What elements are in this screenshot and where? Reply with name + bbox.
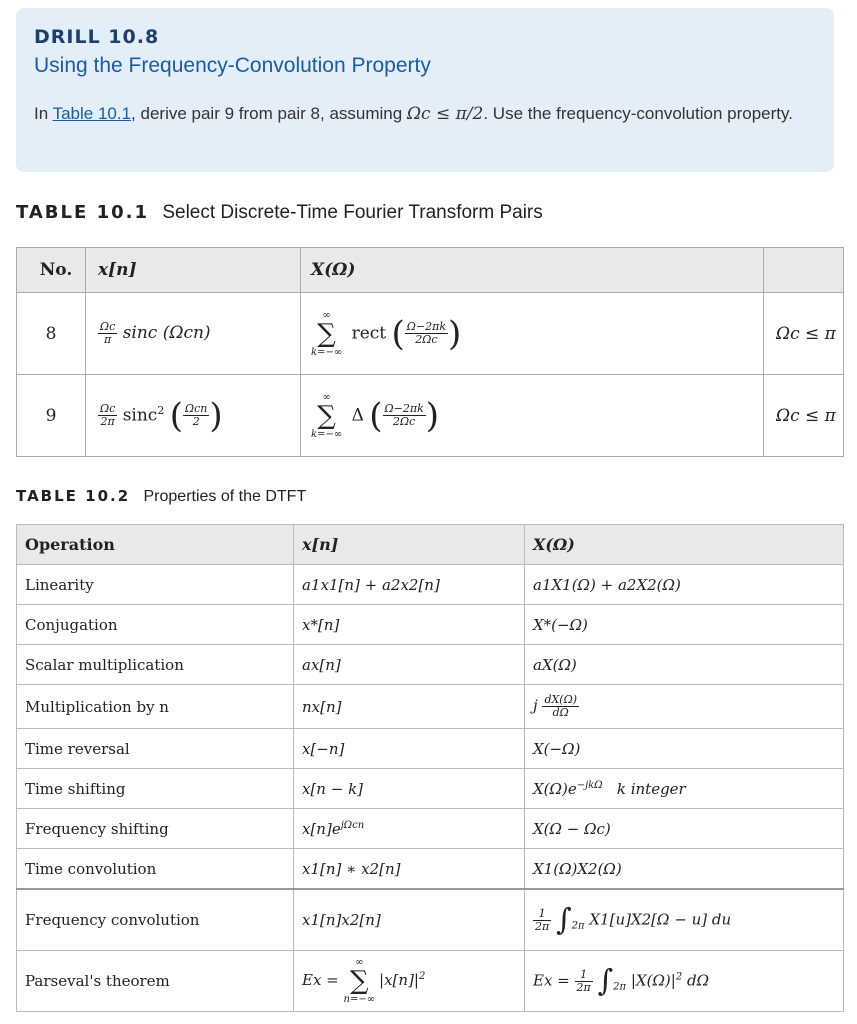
x-arg-den: 2 (192, 415, 200, 428)
X-cell: X*(−Ω) (525, 605, 844, 645)
header-X: X(Ω) (301, 248, 764, 293)
X-den: dΩ (552, 706, 569, 719)
operation-cell: Scalar multiplication (17, 645, 294, 685)
X-cell (525, 889, 844, 951)
x-cell: x[−n] (294, 729, 525, 769)
x-main: x[n]e (302, 819, 341, 838)
X-cell: X(−Ω) (525, 729, 844, 769)
pair-number: 8 (17, 293, 86, 375)
operation-cell: Parseval's theorem (17, 951, 294, 1012)
header-X: X(Ω) (525, 525, 844, 565)
x-cell: nx[n] (294, 685, 525, 729)
table-row (17, 729, 844, 769)
table-10-2-title: Properties of the DTFT (143, 488, 307, 505)
func-name: rect (351, 323, 387, 343)
func-name: Δ (351, 405, 364, 425)
table-10-1 (16, 247, 844, 457)
table-10-1-number: TABLE 10.1 (16, 202, 149, 223)
operation-cell: Frequency shifting (17, 809, 294, 849)
pair-X: ∞ ∑ k=−∞ rect ( $\frac{\Omega-2\pi k}{2\Omega c}$ ) (301, 293, 764, 375)
table-row (17, 293, 844, 375)
table-header-row (17, 248, 844, 293)
frac-num: Ωc (100, 320, 116, 333)
x-cell (294, 951, 525, 1012)
x-expr: sinc (Ωcn) (122, 323, 211, 343)
X-prefix: j (533, 696, 538, 715)
operation-cell: Conjugation (17, 605, 294, 645)
header-x: x[n] (86, 248, 301, 293)
table-header-row (17, 525, 844, 565)
header-operation: Operation (17, 525, 294, 565)
X-num: dX(Ω) (544, 693, 578, 706)
operation-cell: Multiplication by n (17, 685, 294, 729)
drill-condition: Ωc ≤ π/2 (406, 104, 484, 124)
arg-den: 2Ωc (415, 333, 438, 346)
table-row (17, 685, 844, 729)
table-10-2-caption (16, 487, 306, 506)
integral-sub: 2π (613, 981, 627, 992)
drill-label: DRILL 10.8 (34, 26, 160, 48)
sum-bottom: k=−∞ (311, 428, 343, 440)
X-cell: a1X1(Ω) + a2X2(Ω) (525, 565, 844, 605)
integral-icon: ∫ (556, 902, 572, 937)
operation-cell: Time shifting (17, 769, 294, 809)
operation-cell: Time reversal (17, 729, 294, 769)
table-row (17, 849, 844, 890)
sum-bottom: n=−∞ (343, 994, 376, 1005)
sigma-icon: ∑ (317, 318, 336, 349)
x-cell: a1x1[n] + a2x2[n] (294, 565, 525, 605)
pair-number: 9 (17, 375, 86, 457)
table-row (17, 889, 844, 951)
table-10-1-title: Select Discrete-Time Fourier Transform Pairs (162, 202, 543, 223)
table-row (17, 769, 844, 809)
drill-text-before: In (34, 104, 53, 123)
sum-top: ∞ (322, 391, 331, 403)
drill-box (16, 8, 834, 172)
x-square: 2 (418, 971, 426, 982)
integral-sub: 2π (571, 920, 585, 931)
X-tail: dΩ (682, 971, 710, 989)
x-lhs: Ex = (302, 971, 344, 989)
frac-den: π (104, 333, 112, 346)
sum-top: ∞ (322, 309, 331, 321)
X-square: 2 (675, 971, 683, 982)
X-cell (525, 685, 844, 729)
x-cell: x1[n]x2[n] (294, 889, 525, 951)
frac-num: Ωc (100, 402, 116, 415)
pair-x: $\frac{\Omega c}{2\pi}$ sinc$^2$ ( $\frac{\text{Ωcn}}{2}$ ) (86, 375, 301, 457)
table-10-2 (16, 524, 844, 1012)
sigma-icon: ∑ (317, 400, 336, 431)
drill-text-mid: , derive pair 9 from pair 8, assuming (131, 104, 407, 123)
pair-X: ∞ ∑ k=−∞ Δ ( $\frac{\Omega-2\pi k}{2\Omega c}$ ) (301, 375, 764, 457)
X-main: X(Ω)e (533, 779, 577, 798)
header-no: No. (17, 248, 86, 293)
header-x: x[n] (294, 525, 525, 565)
X-cell (525, 951, 844, 1012)
X-lhs: Ex = (533, 971, 575, 989)
X-cell: X1(Ω)X2(Ω) (525, 849, 844, 890)
table-10-2-number: TABLE 10.2 (16, 487, 131, 505)
arg-num: Ω−2πk (406, 320, 447, 333)
x-arg-num: Ωcn (185, 402, 208, 415)
header-cond (764, 248, 844, 293)
coef-num: 1 (533, 908, 551, 921)
pair-x (86, 293, 301, 375)
operation-cell: Time convolution (17, 849, 294, 890)
x-square: 2 (157, 403, 165, 417)
coef-den: 2π (535, 919, 550, 933)
X-cell: aX(Ω) (525, 645, 844, 685)
operation-cell: Frequency convolution (17, 889, 294, 951)
sum-bottom: k=−∞ (311, 346, 343, 358)
x-main: |x[n]| (379, 971, 419, 989)
drill-text-after: . Use the frequency-convolution property. (483, 104, 793, 123)
x-cell: x*[n] (294, 605, 525, 645)
integral-icon: ∫ (597, 963, 614, 998)
drill-body (34, 100, 804, 128)
x-exponent: jΩcn (340, 819, 365, 831)
arg-den: 2Ωc (392, 415, 416, 428)
X-tail: k integer (616, 779, 686, 798)
X-cell (525, 769, 844, 809)
table-row (17, 645, 844, 685)
table-row (17, 605, 844, 645)
X-main: X1[u]X2[Ω − u] du (589, 910, 732, 928)
x-cell: x1[n] ∗ x2[n] (294, 849, 525, 890)
frac-den: 2π (100, 415, 115, 428)
sigma-icon: ∑ (350, 966, 369, 996)
pair-condition: Ωc ≤ π (764, 375, 844, 457)
coef-den: 2π (576, 980, 591, 994)
operation-cell: Linearity (17, 565, 294, 605)
pair-condition: Ωc ≤ π (764, 293, 844, 375)
X-cell: X(Ω − Ωc) (525, 809, 844, 849)
x-expr: sinc (122, 405, 158, 425)
drill-title: Using the Frequency-Convolution Property (34, 54, 431, 77)
X-main: |X(Ω)| (630, 971, 676, 989)
coef-num: 1 (575, 969, 593, 982)
sum-top: ∞ (355, 957, 364, 968)
table-row (17, 565, 844, 605)
X-exponent: −jkΩ (576, 779, 603, 791)
arg-num: Ω−2πk (384, 402, 424, 415)
table-10-1-link[interactable]: Table 10.1 (52, 104, 132, 123)
table-row (17, 951, 844, 1012)
x-cell (294, 809, 525, 849)
table-10-1-caption (16, 202, 543, 224)
x-cell: x[n − k] (294, 769, 525, 809)
x-cell: ax[n] (294, 645, 525, 685)
table-row (17, 375, 844, 457)
table-row (17, 809, 844, 849)
